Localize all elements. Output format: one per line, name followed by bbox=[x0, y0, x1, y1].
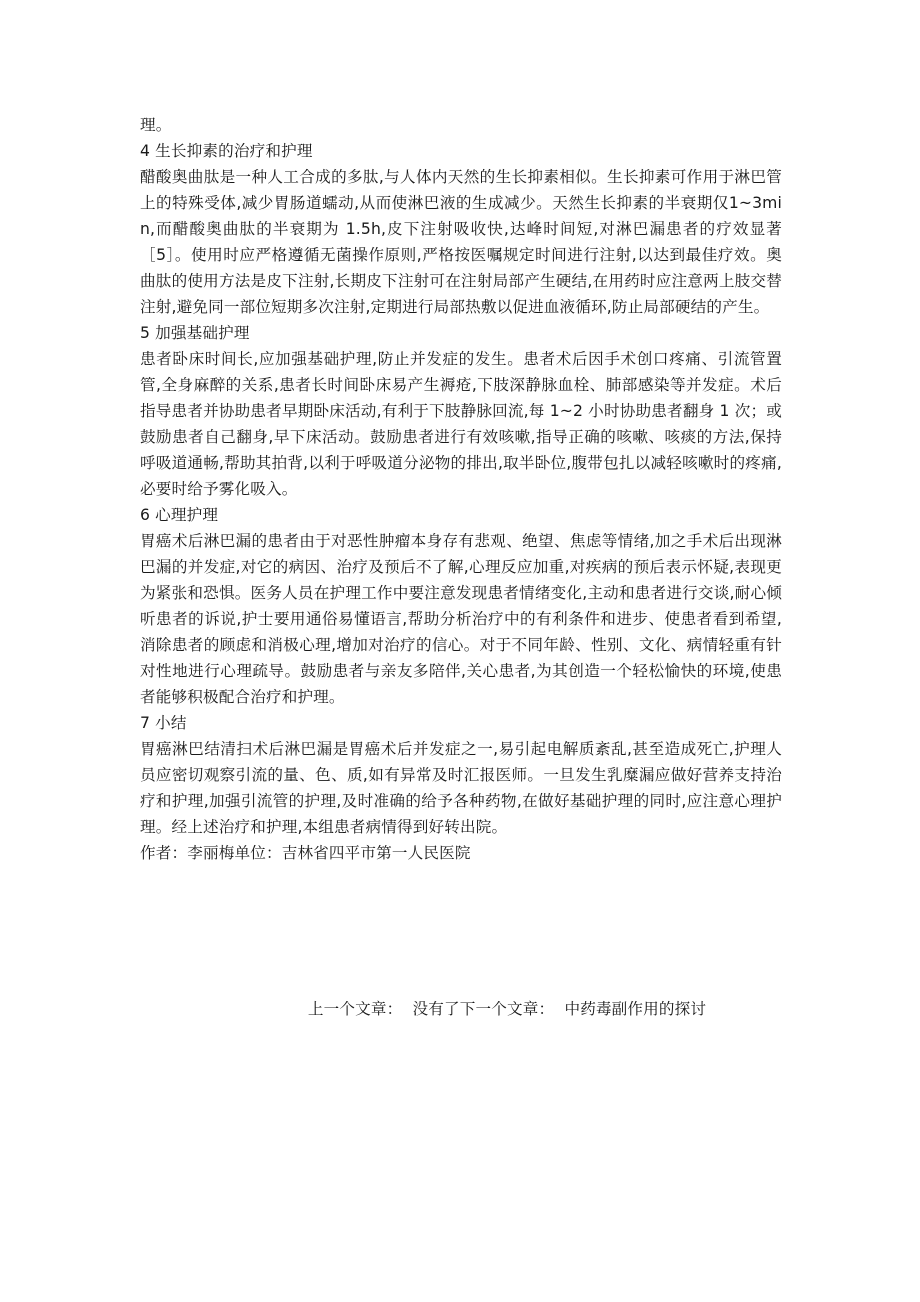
section-heading-5: 5 加强基础护理 bbox=[140, 324, 250, 342]
section-body-6: 胃癌术后淋巴漏的患者由于对恶性肿瘤本身存有悲观、绝望、焦虑等情绪,加之手术后出现淋巴漏的并发症,对它的病因、治疗及预后不了解,心理反应加重,对疾病的预后表示怀疑,表现更为紧张和恐惧。医务人员在护理工作中要注意发现患者情绪变化,主动和患者进行交谈,耐心倾听患者的诉说,护士要用通俗易懂语言,帮助分析治疗中的有利条件和进步、使患者看到希望,消除患者的顾虑和消极心理,增加对治疗的信心。对于不同年龄、性别、文化、病情轻重有针对性地进行心理疏导。鼓励患者与亲友多陪伴,关心患者,为其创造一个轻松愉快的环境,使患者能够积极配合治疗和护理。 bbox=[140, 532, 782, 706]
next-article-label: 下一个文章： bbox=[459, 1000, 555, 1018]
lead-fragment: 理。 bbox=[140, 116, 172, 134]
section-body-7: 胃癌淋巴结清扫术后淋巴漏是胃癌术后并发症之一,易引起电解质紊乱,甚至造成死亡,护理人员应密切观察引流的量、色、质,如有异常及时汇报医师。一旦发生乳糜漏应做好营养支持治疗和护理,加强引流管的护理,及时准确的给予各种药物,在做好基础护理的同时,应注意心理护理。经上述治疗和护理,本组患者病情得到好转出院。 bbox=[140, 740, 782, 836]
article-body bbox=[140, 112, 782, 866]
section-body-5: 患者卧床时间长,应加强基础护理,防止并发症的发生。患者术后因手术创口疼痛、引流管置管,全身麻醉的关系,患者长时间卧床易产生褥疮,下肢深静脉血栓、肺部感染等并发症。术后指导患者并协助患者早期卧床活动,有利于下肢静脉回流,每 1~2 小时协助患者翻身 1 次；或鼓励患者自己翻身,早下床活动。鼓励患者进行有效咳嗽,指导正确的咳嗽、咳痰的方法,保持呼吸道通畅,帮助其拍背,以利于呼吸道分泌物的排出,取半卧位,腹带包扎以减轻咳嗽时的疼痛,必要时给予雾化吸入。 bbox=[140, 350, 782, 498]
prev-article-label: 上一个文章： bbox=[307, 1000, 403, 1018]
author-line: 作者：李丽梅单位：吉林省四平市第一人民医院 bbox=[140, 844, 471, 862]
section-body-4: 醋酸奥曲肽是一种人工合成的多肽,与人体内天然的生长抑素相似。生长抑素可作用于淋巴管上的特殊受体,减少胃肠道蠕动,从而使淋巴液的生成减少。天然生长抑素的半衰期仅1~3min,而醋酸奥曲肽的半衰期为 1.5h,皮下注射吸收快,达峰时间短,对淋巴漏患者的疗效显著［5］。使用时应严格遵循无菌操作原则,严格按医嘱规定时间进行注射,以达到最佳疗效。奥曲肽的使用方法是皮下注射,长期皮下注射可在注射局部产生硬结,在用药时应注意两上肢交替注射,避免同一部位短期多次注射,定期进行局部热敷以促进血液循环,防止局部硬结的产生。 bbox=[140, 168, 782, 316]
section-heading-6: 6 心理护理 bbox=[140, 506, 219, 524]
next-article-link[interactable]: 中药毒副作用的探讨 bbox=[564, 1000, 707, 1018]
section-heading-4: 4 生长抑素的治疗和护理 bbox=[140, 142, 313, 160]
section-heading-7: 7 小结 bbox=[140, 714, 187, 732]
article-navigation bbox=[0, 996, 920, 1022]
prev-article-link[interactable]: 没有了 bbox=[412, 1000, 460, 1018]
